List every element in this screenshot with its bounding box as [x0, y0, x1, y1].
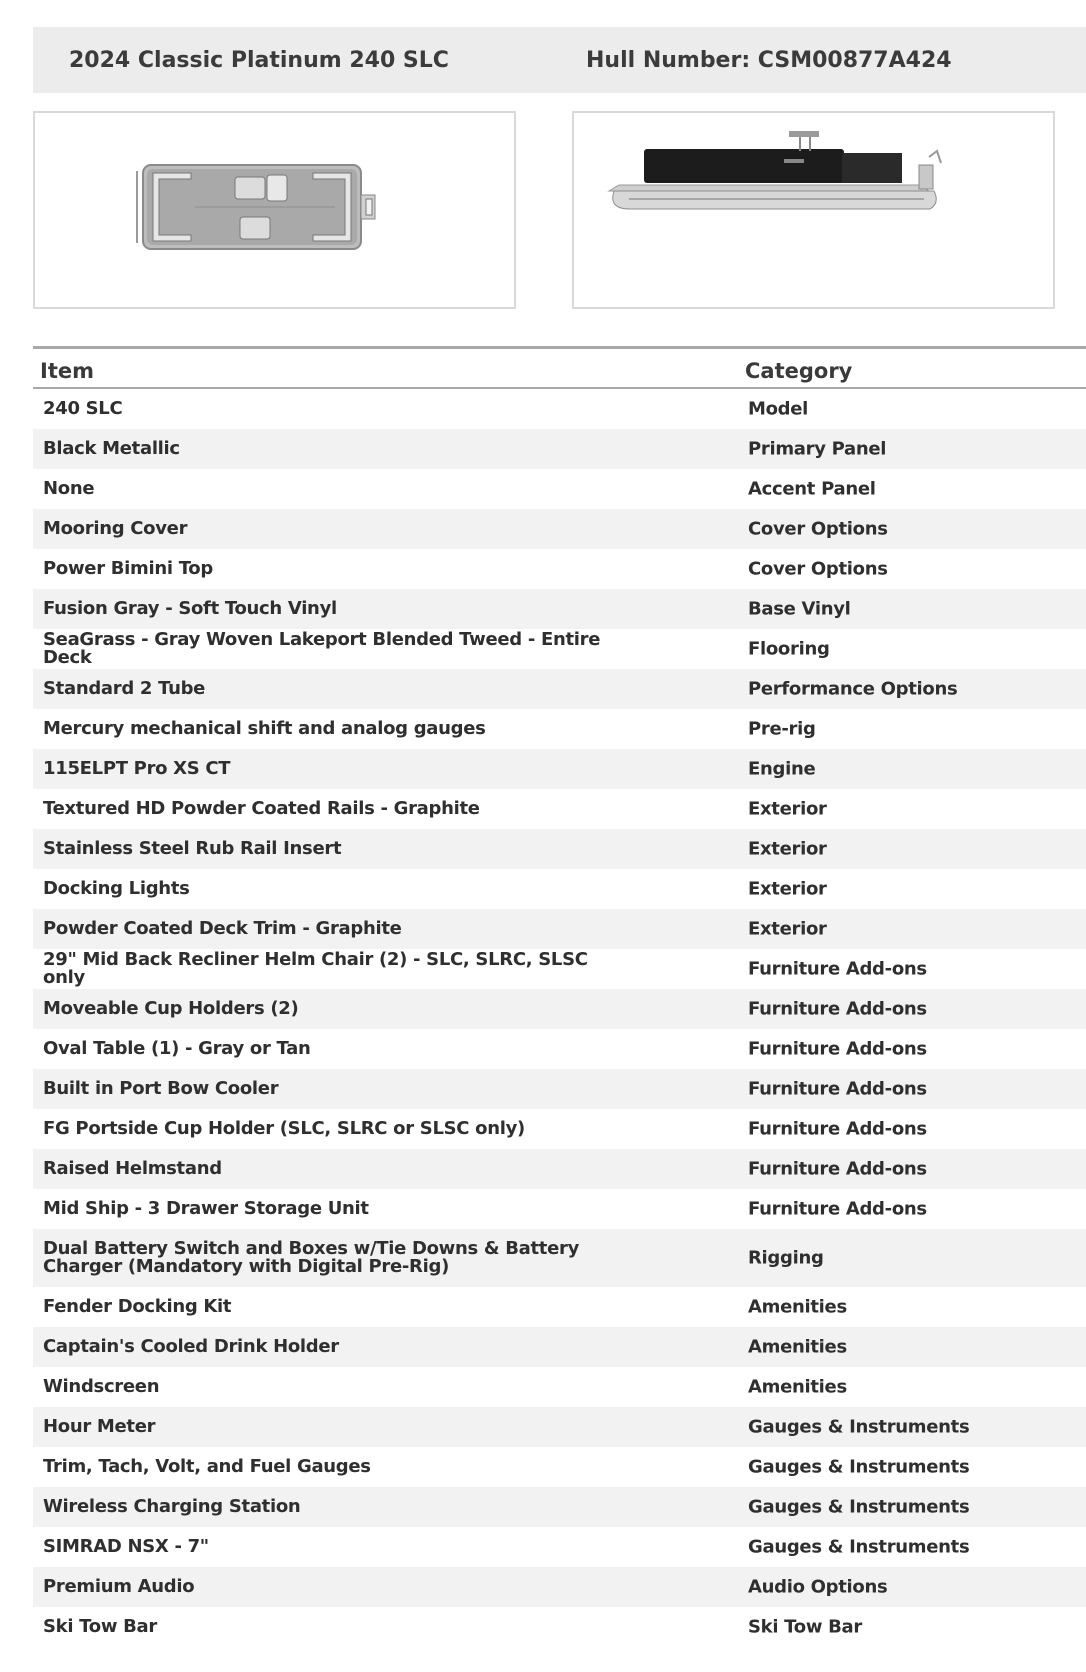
- row-item: Captain's Cooled Drink Holder: [43, 1336, 339, 1357]
- row-item: Fender Docking Kit: [43, 1296, 232, 1317]
- header-band: [33, 27, 1086, 93]
- table-row: [33, 429, 1086, 469]
- row-category: Furniture Add-ons: [748, 958, 927, 980]
- row-category: Accent Panel: [748, 478, 876, 500]
- table-row: [33, 1109, 1086, 1149]
- row-category: Gauges & Instruments: [748, 1496, 970, 1518]
- table-body: [33, 389, 1086, 1647]
- row-item: None: [43, 478, 95, 499]
- row-category: Performance Options: [748, 678, 958, 700]
- table-row: [33, 629, 1086, 669]
- table-row: [33, 909, 1086, 949]
- row-item: Ski Tow Bar: [43, 1616, 157, 1637]
- row-category: Gauges & Instruments: [748, 1456, 970, 1478]
- row-item: Wireless Charging Station: [43, 1496, 301, 1517]
- row-category: Primary Panel: [748, 438, 887, 460]
- row-category: Pre-rig: [748, 718, 816, 740]
- side-view-image-box: [572, 111, 1055, 309]
- row-item: Dual Battery Switch and Boxes w/Tie Downs & Battery Charger (Mandatory with Digital Pre-Rig): [43, 1238, 580, 1277]
- row-category: Amenities: [748, 1376, 847, 1398]
- row-item: Built in Port Bow Cooler: [43, 1078, 279, 1099]
- row-category: Furniture Add-ons: [748, 1078, 927, 1100]
- table-row: [33, 669, 1086, 709]
- table-row: [33, 1149, 1086, 1189]
- row-category: Furniture Add-ons: [748, 1038, 927, 1060]
- row-category: Amenities: [748, 1296, 847, 1318]
- row-item: Textured HD Powder Coated Rails - Graphite: [43, 798, 480, 819]
- row-category: Gauges & Instruments: [748, 1416, 970, 1438]
- table-row: [33, 1327, 1086, 1367]
- row-item: Powder Coated Deck Trim - Graphite: [43, 918, 402, 939]
- table-row: [33, 1229, 1086, 1287]
- row-category: Cover Options: [748, 518, 888, 540]
- column-header-item: Item: [40, 359, 94, 383]
- table-row: [33, 789, 1086, 829]
- table-row: [33, 549, 1086, 589]
- table-row: [33, 509, 1086, 549]
- row-item: Fusion Gray - Soft Touch Vinyl: [43, 598, 337, 619]
- table-row: [33, 1487, 1086, 1527]
- row-category: Furniture Add-ons: [748, 998, 927, 1020]
- table-row: [33, 1287, 1086, 1327]
- row-item: Oval Table (1) - Gray or Tan: [43, 1038, 311, 1059]
- row-item: Mooring Cover: [43, 518, 188, 539]
- row-category: Exterior: [748, 878, 827, 900]
- row-item: Trim, Tach, Volt, and Fuel Gauges: [43, 1456, 371, 1477]
- table-header: [33, 349, 1086, 389]
- row-category: Gauges & Instruments: [748, 1536, 970, 1558]
- row-item: Windscreen: [43, 1376, 160, 1397]
- row-item: 115ELPT Pro XS CT: [43, 758, 231, 779]
- hull-number: Hull Number: CSM00877A424: [586, 48, 952, 73]
- table-row: [33, 989, 1086, 1029]
- row-category: Ski Tow Bar: [748, 1616, 862, 1638]
- boat-top-view-icon: [35, 113, 514, 307]
- column-header-category: Category: [745, 359, 853, 383]
- table-row: [33, 709, 1086, 749]
- row-item: Black Metallic: [43, 438, 180, 459]
- row-item: 240 SLC: [43, 398, 123, 419]
- row-category: Amenities: [748, 1336, 847, 1358]
- row-category: Exterior: [748, 798, 827, 820]
- options-table: [33, 346, 1086, 1647]
- table-row: [33, 1607, 1086, 1647]
- row-item: SeaGrass - Gray Woven Lakeport Blended Tweed - Entire Deck: [43, 629, 601, 668]
- table-row: [33, 869, 1086, 909]
- row-item: Mid Ship - 3 Drawer Storage Unit: [43, 1198, 369, 1219]
- row-item: Docking Lights: [43, 878, 190, 899]
- row-category: Cover Options: [748, 558, 888, 580]
- table-row: [33, 389, 1086, 429]
- table-row: [33, 1527, 1086, 1567]
- row-category: Furniture Add-ons: [748, 1118, 927, 1140]
- row-item: Premium Audio: [43, 1576, 195, 1597]
- table-row: [33, 1029, 1086, 1069]
- row-category: Engine: [748, 758, 816, 780]
- table-row: [33, 469, 1086, 509]
- row-category: Rigging: [748, 1247, 824, 1269]
- row-item: Moveable Cup Holders (2): [43, 998, 299, 1019]
- row-category: Base Vinyl: [748, 598, 851, 620]
- boat-title: 2024 Classic Platinum 240 SLC: [69, 48, 449, 73]
- row-category: Exterior: [748, 838, 827, 860]
- row-item: Mercury mechanical shift and analog gauges: [43, 718, 486, 739]
- row-category: Furniture Add-ons: [748, 1198, 927, 1220]
- table-row: [33, 1367, 1086, 1407]
- row-category: Audio Options: [748, 1576, 888, 1598]
- row-item: Raised Helmstand: [43, 1158, 222, 1179]
- row-item: Stainless Steel Rub Rail Insert: [43, 838, 342, 859]
- boat-side-view-icon: [574, 113, 1053, 307]
- table-row: [33, 589, 1086, 629]
- row-category: Furniture Add-ons: [748, 1158, 927, 1180]
- row-category: Flooring: [748, 638, 830, 660]
- table-row: [33, 829, 1086, 869]
- table-row: [33, 949, 1086, 989]
- row-category: Model: [748, 398, 809, 420]
- row-item: Standard 2 Tube: [43, 678, 206, 699]
- table-row: [33, 1407, 1086, 1447]
- top-view-image-box: [33, 111, 516, 309]
- row-category: Exterior: [748, 918, 827, 940]
- row-item: 29" Mid Back Recliner Helm Chair (2) - SLC, SLRC, SLSC only: [43, 949, 588, 988]
- table-row: [33, 1069, 1086, 1109]
- table-row: [33, 1189, 1086, 1229]
- row-item: SIMRAD NSX - 7": [43, 1536, 209, 1557]
- table-row: [33, 1447, 1086, 1487]
- table-row: [33, 1567, 1086, 1607]
- row-item: Power Bimini Top: [43, 558, 213, 579]
- table-row: [33, 749, 1086, 789]
- row-item: Hour Meter: [43, 1416, 156, 1437]
- row-item: FG Portside Cup Holder (SLC, SLRC or SLSC only): [43, 1118, 525, 1139]
